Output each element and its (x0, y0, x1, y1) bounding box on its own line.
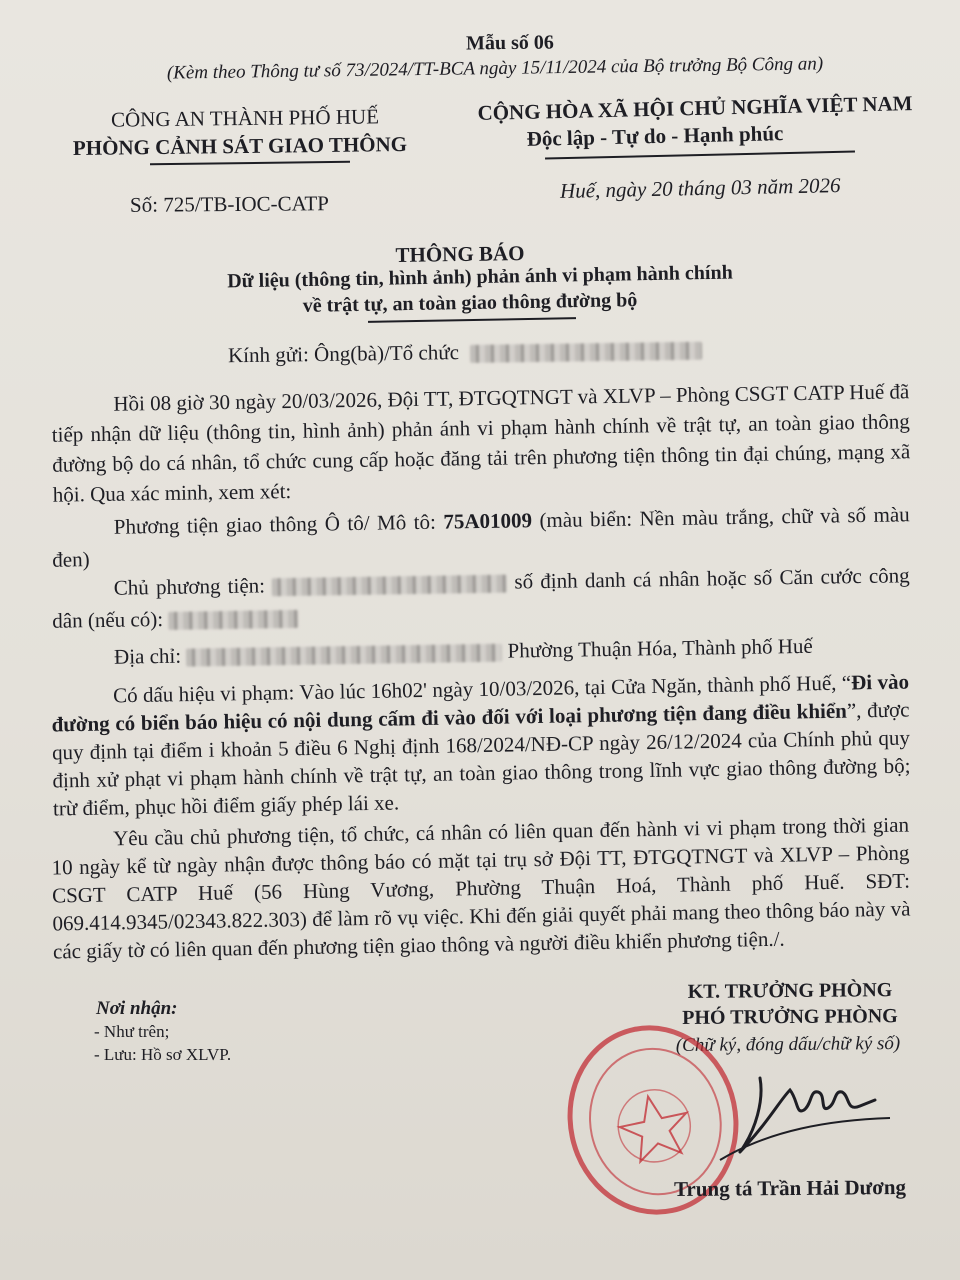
recipient-item: - Như trên; (94, 1022, 170, 1041)
salutation-text: Kính gửi: Ông(bà)/Tổ chức (227, 340, 460, 368)
redacted-owner-name (272, 575, 507, 597)
form-reference: (Kèm theo Thông tư số 73/2024/TT-BCA ngày 15/11/2024 của Bộ trưởng Bộ Công an) (166, 53, 824, 84)
national-motto: Độc lập - Tự do - Hạnh phúc (526, 121, 784, 151)
signature-note: (Chữ ký, đóng dấu/chữ ký số) (675, 1033, 901, 1056)
request-text: Yêu cầu chủ phương tiện, tổ chức, cá nhân có liên quan đến hành vi vi phạm trong thời gian 10 ngày kể từ ngày nhận được thông báo có mặt tại trụ sở Đội TT, ĐTGQTNGT và XLVP – Phòng CSGT CATP Huế (56 Hùng Vương, Phường Thuận Hoá, Thành phố Huế. SĐT: 069.414.9345/02343.822.303) để làm rõ vụ việc. Khi đến giải quyết phải mang theo thông báo này và các giấy tờ có liên quan đến phương tiện giao thông và người điều khiển phương tiện./. (51, 812, 911, 964)
signer-name: Trung tá Trần Hải Dương (673, 1174, 907, 1202)
place-date: Huế, ngày 20 tháng 03 năm 2026 (559, 173, 841, 203)
violation-legal-basis: ”, được quy định tại điểm i khoản 5 điều 6 Nghị định 168/2024/NĐ-CP ngày 26/12/2024 của Chính phủ quy định xử phạt vi phạm hành chính về trật tự, an toàn giao thông trong lĩnh vực giao thông đường bộ; trừ điểm, phục hồi điểm giấy phép lái xe. (51, 697, 911, 821)
redacted-id-number (168, 610, 298, 630)
owner-label: Chủ phương tiện: (113, 573, 273, 600)
plate-color: (màu biển: Nền màu trắng, chữ và số màu đen) (52, 502, 910, 572)
salutation (228, 337, 703, 369)
form-number: Mẫu số 06 (465, 31, 554, 55)
recipients-label: Nơi nhận: (96, 998, 178, 1019)
handwritten-signature (700, 1060, 900, 1170)
address-line (52, 629, 910, 672)
recipient-item: - Lưu: Hồ sơ XLVP. (94, 1045, 232, 1064)
violation-description: Đi vào đường có biển báo hiệu có nội dung cấm đi vào đối với loại phương tiện đang điều khiển (51, 669, 910, 737)
redacted-recipient (470, 342, 702, 363)
notice-title: THÔNG BÁO (395, 240, 525, 268)
motto-underline (545, 150, 855, 159)
agency-parent: CÔNG AN THÀNH PHỐ HUẾ (110, 104, 380, 132)
address-tail: Phường Thuận Hóa, Thành phố Huế (502, 633, 813, 663)
notice-subtitle-2: về trật tự, an toàn giao thông đường bộ (302, 289, 638, 317)
agency-name: PHÒNG CẢNH SÁT GIAO THÔNG (72, 131, 408, 161)
agency-name-underline (150, 161, 350, 165)
request-paragraph (51, 811, 911, 966)
notice-subtitle-1: Dữ liệu (thông tin, hình ảnh) phản ánh vi phạm hành chính (227, 261, 733, 293)
violation-paragraph (51, 668, 911, 823)
signature-title-1: KT. TRƯỞNG PHÒNG (687, 979, 893, 1003)
violation-intro: Có dấu hiệu vi phạm: Vào lúc 16h02' ngày 10/03/2026, tại Cửa Ngăn, thành phố Huế, “ (112, 670, 852, 708)
address-label: Địa chỉ: (113, 643, 187, 669)
owner-paragraph (52, 559, 911, 636)
intro-text: Hồi 08 giờ 30 ngày 20/03/2026, Đội TT, ĐTGQTNGT và XLVP – Phòng CSGT CATP Huế đã tiếp nhận dữ liệu (thông tin, hình ảnh) phản ánh vi phạm hành chính về trật tự, an toàn giao thông đường bộ do cá nhân, tổ chức cung cấp hoặc đăng tải trên phương tiện thông tin đại chúng, mạng xã hội. Qua xác minh, xem xét: (51, 379, 911, 507)
country-name: CỘNG HÒA XÃ HỘI CHỦ NGHĨA VIỆT NAM (477, 91, 913, 125)
intro-paragraph (51, 376, 911, 509)
redacted-address (186, 644, 502, 667)
owner-id-label: số định danh cá nhân hoặc số Căn cước công dân (nếu có): (52, 563, 910, 633)
signature-title-2: PHÓ TRƯỞNG PHÒNG (682, 1005, 898, 1029)
document-number: Số: 725/TB-IOC-CATP (129, 191, 330, 217)
vehicle-label: Phương tiện giao thông Ô tô/ Mô tô: (113, 509, 444, 539)
subtitle-underline (368, 317, 576, 323)
license-plate: 75A01009 (443, 508, 533, 534)
